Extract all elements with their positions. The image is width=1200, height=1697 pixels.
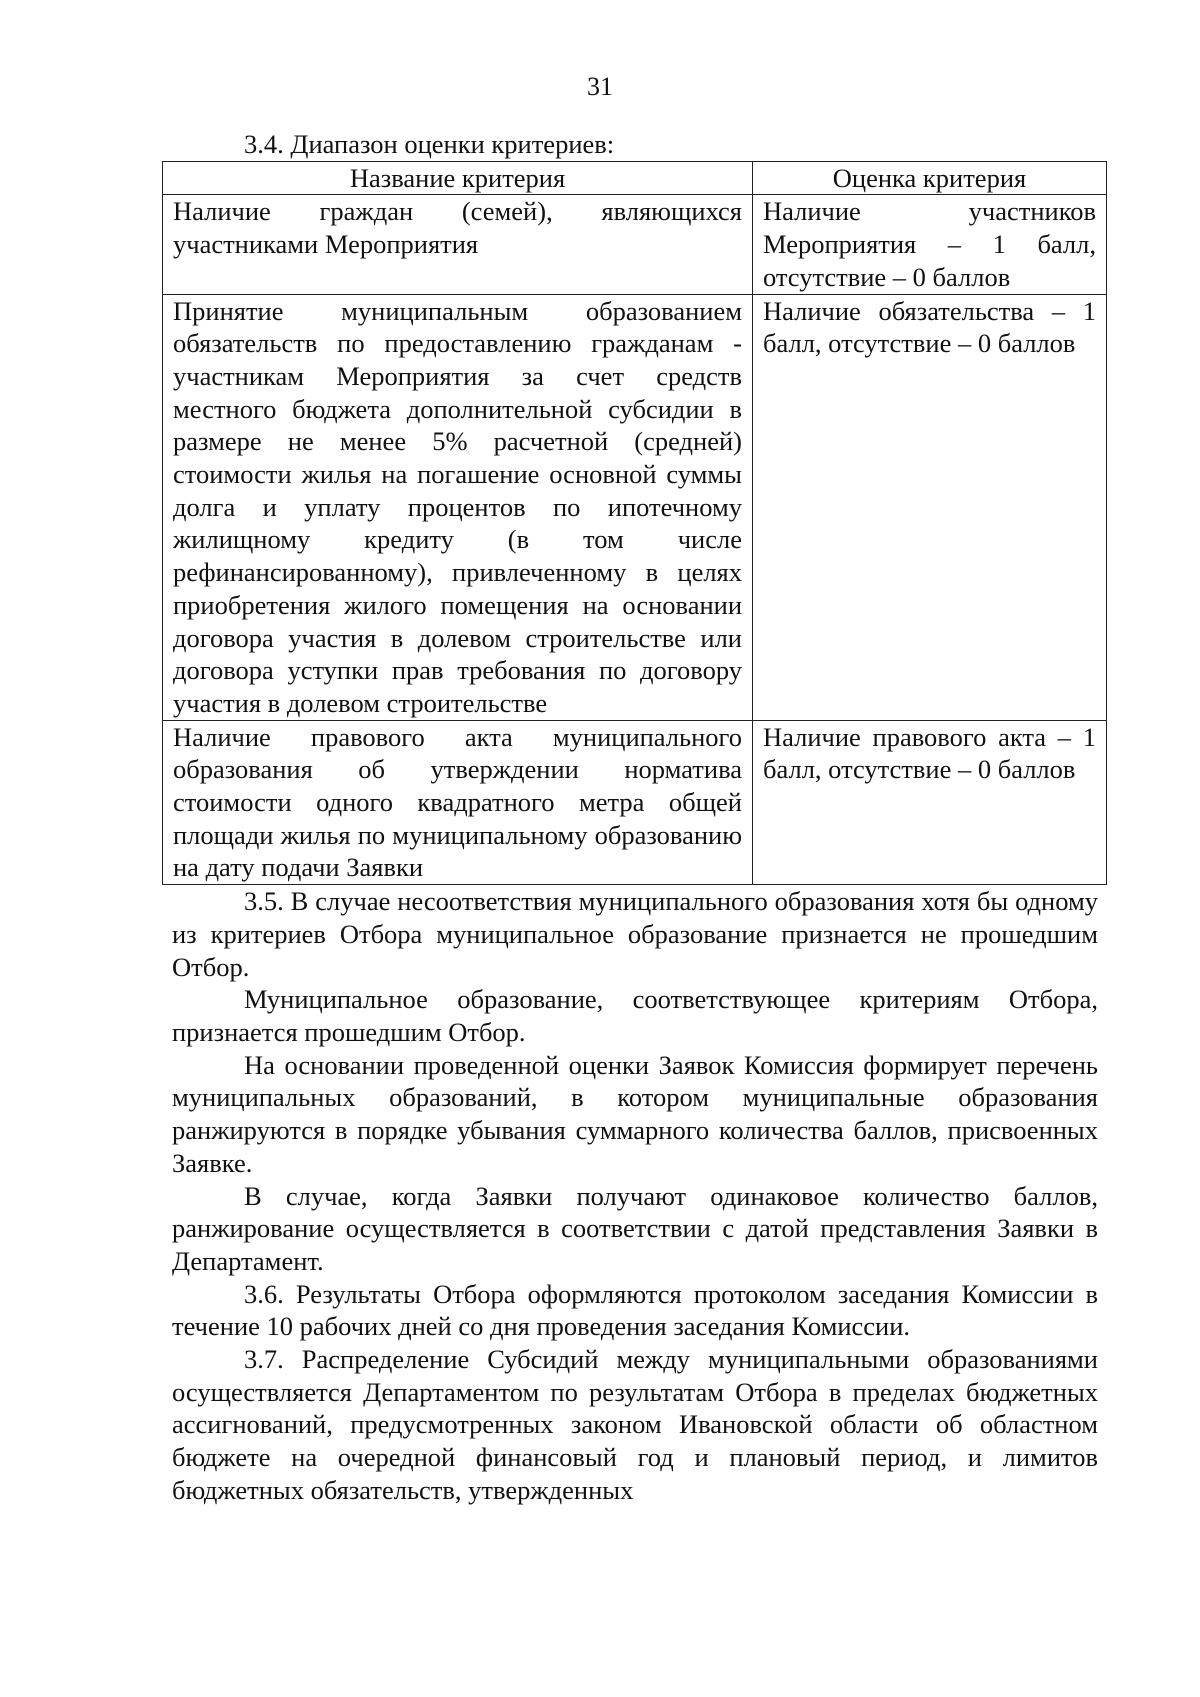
paragraph-3-5: 3.5. В случае несоответствия муниципального образования хотя бы одному из критериев Отбора муниципальное образование признается не прошедшим Отбор. — [172, 886, 1098, 982]
table-header-row — [163, 161, 1107, 195]
table-row — [163, 720, 1107, 885]
paragraph-3-7: 3.7. Распределение Субсидий между муниципальными образованиями осуществляется Департаментом по результатам Отбора в пределах бюджетных ассигнований, предусмотренных законом Ивановской области об областном бюджете на очередной финансовый год и плановый период, и лимитов бюджетных обязательств, утвержденных — [172, 1344, 1098, 1505]
criterion-cell: Наличие правового акта муниципального образования об утверждении норматива стоимости одного квадратного метра общей площади жилья по муниципальному образованию на дату подачи Заявки — [163, 720, 753, 885]
criterion-cell: Принятие муниципальным образованием обязательств по предоставлению гражданам - участникам Мероприятия за счет средств местного бюджета дополнительной субсидии в размере не менее 5% расчетной (средней) стоимости жилья на погашение основной суммы долга и уплату процентов по ипотечному жилищному кредиту (в том числе рефинансированному), привлеченному в целях приобретения жилого помещения на основании договора участия в долевом строительстве или договора уступки прав требования по договору участия в долевом строительстве — [163, 294, 753, 720]
column-header-score: Оценка критерия — [753, 161, 1107, 195]
paragraph-3-6: 3.6. Результаты Отбора оформляются протоколом заседания Комиссии в течение 10 рабочих дней со дня проведения заседания Комиссии. — [172, 1278, 1098, 1342]
table-row — [163, 294, 1107, 720]
section-title: 3.4. Диапазон оценки критериев: — [244, 129, 615, 159]
score-cell: Наличие обязательства – 1 балл, отсутствие – 0 баллов — [753, 294, 1107, 720]
criteria-table — [162, 161, 1107, 885]
paragraph-passed-selection: Муниципальное образование, соответствующее критериям Отбора, признается прошедшим Отбор. — [172, 984, 1098, 1047]
paragraph-equal-scores: В случае, когда Заявки получают одинаковое количество баллов, ранжирование осуществляется в соответствии с датой представления Заявки в Департамент. — [172, 1180, 1098, 1276]
paragraph-ranking-list: На основании проведенной оценки Заявок Комиссия формирует перечень муниципальных образований, в котором муниципальные образования ранжируются в порядке убывания суммарного количества баллов, присвоенных Заявке. — [172, 1049, 1098, 1178]
score-cell: Наличие правового акта – 1 балл, отсутствие – 0 баллов — [753, 720, 1107, 885]
document-content — [172, 128, 1098, 1507]
column-header-criterion: Название критерия — [163, 161, 753, 195]
table-row — [163, 195, 1107, 294]
criterion-cell: Наличие граждан (семей), являющихся участниками Мероприятия — [163, 195, 753, 294]
score-cell: Наличие участников Мероприятия – 1 балл, отсутствие – 0 баллов — [753, 195, 1107, 294]
page-number: 31 — [587, 72, 613, 101]
